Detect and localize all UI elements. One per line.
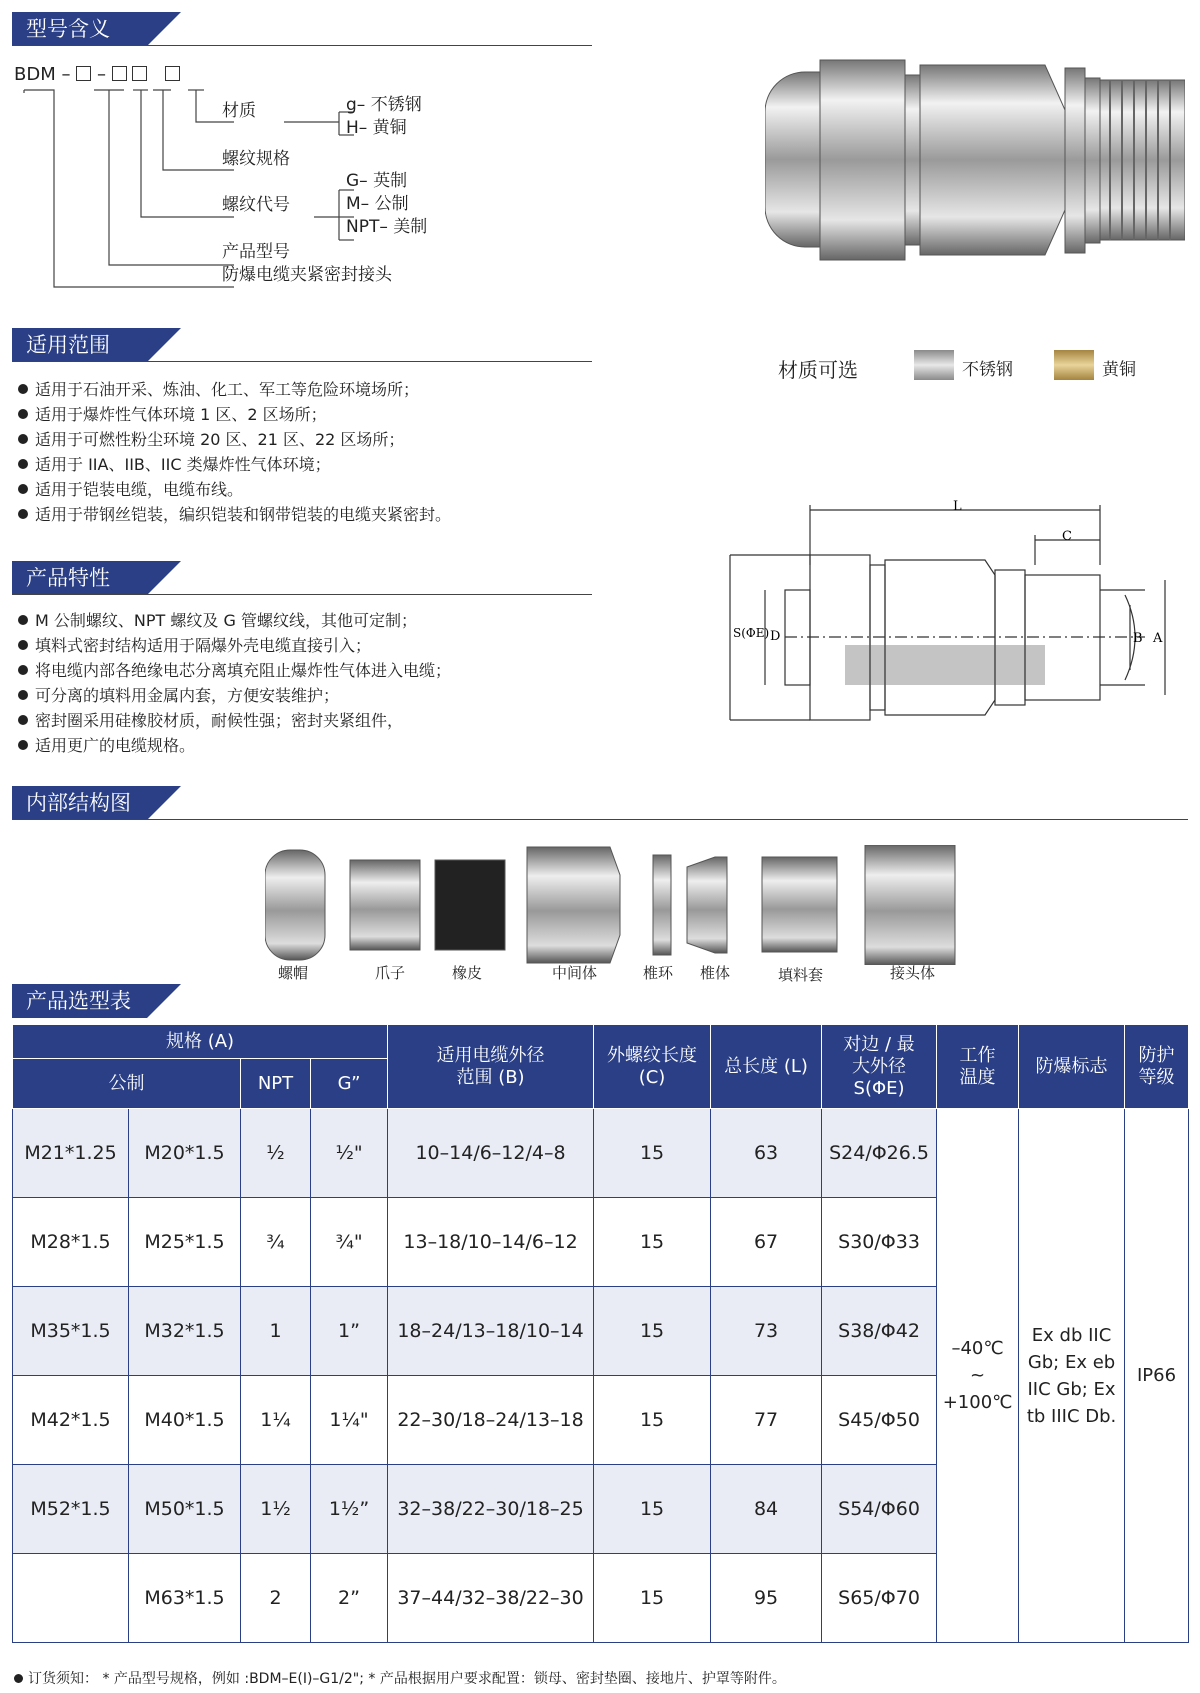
dim-C: C	[1062, 529, 1072, 544]
dim-L: L	[953, 499, 962, 514]
brass-label: 黄铜	[1102, 360, 1136, 380]
table-row: M52*1.5 M50*1.5 1½ 1½” 32–38/22–30/18–25 15 84 S54/Φ60	[13, 1465, 1189, 1554]
list-item: 适用于铠装电缆，电缆布线。	[18, 477, 451, 502]
middle-body-part	[527, 847, 620, 963]
label-thread-spec: 螺纹规格	[222, 149, 290, 169]
list-item: 适用更广的电缆规格。	[18, 733, 451, 758]
ex-mark-cell: Ex db IIC Gb; Ex eb IIC Gb; Ex tb IIIC Db.	[1019, 1109, 1125, 1643]
list-item: 适用于石油开采、炼油、化工、军工等危险环境场所；	[18, 377, 451, 402]
list-item: 填料式密封结构适用于隔爆外壳电缆直接引入；	[18, 633, 451, 658]
part-label: 爪子	[375, 964, 406, 982]
order-footnote: 订货须知： * 产品型号规格，例如 :BDM–E(I)–G1/2"; * 产品根据用户要求配置：锁母、密封垫圈、接地片、护罩等附件。	[14, 1668, 786, 1688]
dim-D: D	[770, 629, 781, 644]
header-g: G”	[311, 1059, 388, 1109]
thread-option-g: G– 英制	[346, 171, 408, 191]
model-code-diagram	[14, 60, 574, 310]
cone-ring-part	[653, 855, 671, 955]
dim-S: S(ΦE)	[733, 626, 770, 640]
header-cable-range: 适用电缆外径 范围 (B)	[388, 1025, 594, 1109]
dimension-drawing	[725, 495, 1175, 725]
part-label: 椎体	[700, 964, 731, 982]
list-item: 密封圈采用硅橡胶材质，耐候性强；密封夹紧组件，	[18, 708, 451, 733]
list-item: 适用于可燃性粉尘环境 20 区、21 区、22 区场所；	[18, 427, 451, 452]
selection-table	[12, 1024, 1189, 1643]
list-item: 适用于带钢丝铠装，编织铠装和钢带铠装的电缆夹紧密封。	[18, 502, 451, 527]
cable-gland-product-image	[765, 50, 1185, 270]
header-flat-diameter: 对边 / 最 大外径 S(ΦE)	[822, 1025, 937, 1109]
list-item: 适用于爆炸性气体环境 1 区、2 区场所；	[18, 402, 451, 427]
temperature-cell: –40℃ ~ +100℃	[937, 1109, 1019, 1643]
table-row: M21*1.25 M20*1.5 ½ ½" 10–14/6–12/4–8 15 63 S24/Φ26.5 –40℃ ~ +100℃ Ex db IIC Gb; Ex eb IIC Gb; Ex tb IIIC Db. IP66	[13, 1109, 1189, 1198]
part-label: 接头体	[890, 964, 936, 982]
header-npt: NPT	[241, 1059, 311, 1109]
dim-B: B	[1133, 631, 1143, 646]
table-row: M63*1.5 2 2” 37–44/32–38/22–30 15 95 S65/Φ70	[13, 1554, 1189, 1643]
list-item: 将电缆内部各绝缘电芯分离填充阻止爆炸性气体进入电缆；	[18, 658, 451, 683]
header-metric: 公制	[13, 1059, 241, 1109]
section-title: 内部结构图	[12, 786, 147, 820]
section-title: 型号含义	[12, 12, 147, 46]
section-divider	[12, 361, 592, 362]
header-ip: 防护 等级	[1125, 1025, 1189, 1109]
part-label: 中间体	[552, 964, 598, 982]
part-label: 椎环	[643, 964, 674, 982]
cone-part	[687, 857, 727, 953]
model-separator: –	[61, 64, 71, 85]
header-spec: 规格 (A)	[13, 1025, 388, 1059]
list-item: M 公制螺纹、NPT 螺纹及 G 管螺纹线，其他可定制；	[18, 608, 451, 633]
section-divider	[12, 594, 592, 595]
part-label: 螺帽	[278, 964, 309, 982]
header-ex-mark: 防爆标志	[1019, 1025, 1125, 1109]
scope-list	[18, 377, 451, 527]
material-option-steel: g– 不锈钢	[346, 95, 422, 115]
part-label: 橡皮	[452, 964, 483, 982]
label-material: 材质	[222, 101, 256, 121]
stainless-label: 不锈钢	[962, 360, 1013, 380]
header-total-length: 总长度 (L)	[711, 1025, 822, 1109]
exploded-parts-image	[265, 845, 985, 965]
table-row: M35*1.5 M32*1.5 1 1” 18–24/13–18/10–14 15 73 S38/Φ42	[13, 1287, 1189, 1376]
stainless-swatch	[914, 350, 954, 380]
ip-cell: IP66	[1125, 1109, 1189, 1643]
filler-sleeve-part	[762, 857, 837, 952]
section-title: 产品特性	[12, 561, 147, 595]
label-product-name: 防爆电缆夹紧密封接头	[222, 265, 392, 285]
features-list	[18, 608, 451, 758]
dim-A: A	[1153, 631, 1163, 646]
model-separator: –	[96, 64, 106, 85]
part-label: 填料套	[778, 966, 824, 984]
thread-option-npt: NPT– 美制	[346, 217, 428, 237]
claw-part	[350, 860, 420, 950]
header-thread-length: 外螺纹长度 (C)	[594, 1025, 711, 1109]
header-temperature: 工作 温度	[937, 1025, 1019, 1109]
list-item: 适用于 IIA、IIB、IIC 类爆炸性气体环境；	[18, 452, 451, 477]
nut-part	[265, 850, 325, 960]
label-product-model: 产品型号	[222, 242, 290, 262]
material-select-label: 材质可选	[778, 358, 858, 382]
section-divider	[12, 819, 1188, 820]
model-prefix: BDM	[14, 64, 56, 85]
label-thread-code: 螺纹代号	[222, 195, 290, 215]
connector-body-part	[865, 845, 955, 965]
rubber-part	[435, 860, 505, 950]
thread-option-m: M– 公制	[346, 194, 409, 214]
material-option-brass: H– 黄铜	[346, 118, 407, 138]
table-row: M42*1.5 M40*1.5 1¼ 1¼" 22–30/18–24/13–18 15 77 S45/Φ50	[13, 1376, 1189, 1465]
brass-swatch	[1054, 350, 1094, 380]
section-divider	[12, 45, 592, 46]
section-title: 产品选型表	[12, 984, 147, 1018]
section-title: 适用范围	[12, 328, 147, 362]
table-row: M28*1.5 M25*1.5 ¾ ¾" 13–18/10–14/6–12 15 67 S30/Φ33	[13, 1198, 1189, 1287]
list-item: 可分离的填料用金属内套，方便安装维护；	[18, 683, 451, 708]
